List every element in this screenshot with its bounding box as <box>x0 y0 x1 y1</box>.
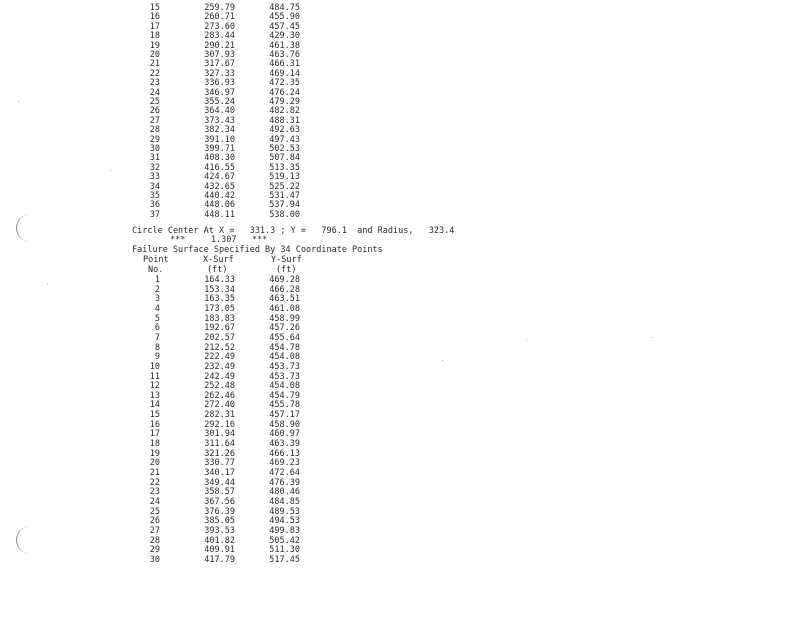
x-surf-value: 417.79 <box>204 554 235 565</box>
point-number: 16 <box>149 419 160 430</box>
y-surf-value: 511.30 <box>269 545 300 556</box>
point-number: 17 <box>149 429 160 440</box>
x-surf-value: 290.21 <box>204 40 235 51</box>
no-column-header: No. <box>148 265 164 275</box>
x-surf-value: 273.60 <box>204 21 235 32</box>
table-row <box>0 400 320 410</box>
x-surf-value: 355.24 <box>204 97 235 107</box>
y-surf-value: 429.30 <box>269 31 300 42</box>
point-number: 19 <box>149 40 160 51</box>
point-number: 7 <box>154 332 160 343</box>
table-row <box>0 516 320 526</box>
x-surf-value: 391.10 <box>204 134 235 145</box>
x-surf-value: 382.34 <box>204 125 235 136</box>
point-number: 1 <box>154 275 160 285</box>
x-surf-value: 321.26 <box>204 448 235 459</box>
x-surf-value: 327.33 <box>204 68 235 79</box>
point-number: 27 <box>149 525 160 536</box>
point-number: 20 <box>149 458 160 469</box>
y-surf-value: 458.99 <box>269 313 300 324</box>
y-surf-value: 469.14 <box>269 68 300 79</box>
point-number: 9 <box>154 352 160 363</box>
x-surf-value: 440.42 <box>204 191 235 201</box>
y-surf-column-header: Y-Surf <box>271 255 302 265</box>
point-number: 34 <box>149 181 160 192</box>
x-surf-value: 399.71 <box>204 144 235 154</box>
y-surf-value: 469.28 <box>269 275 300 285</box>
point-number: 14 <box>149 400 160 411</box>
x-surf-value: 317.67 <box>204 59 235 70</box>
table-row <box>0 410 320 420</box>
y-surf-value: 507.84 <box>269 153 300 164</box>
point-number: 23 <box>149 487 160 498</box>
y-surf-value: 453.73 <box>269 361 300 372</box>
x-surf-value: 393.53 <box>204 525 235 536</box>
table-row <box>0 449 320 459</box>
x-surf-value: 376.39 <box>204 506 235 517</box>
y-surf-value: 499.83 <box>269 525 300 536</box>
y-surf-unit: (ft) <box>276 265 297 275</box>
table-row <box>0 210 320 220</box>
x-surf-value: 311.64 <box>204 439 235 450</box>
y-surf-value: 538.00 <box>269 209 300 220</box>
y-surf-value: 458.90 <box>269 419 300 430</box>
x-surf-value: 292.16 <box>204 419 235 430</box>
table-row <box>0 323 320 333</box>
table-row <box>0 429 320 439</box>
point-number: 13 <box>149 390 160 401</box>
table-row <box>0 333 320 343</box>
point-number: 30 <box>149 554 160 565</box>
x-surf-value: 416.55 <box>204 162 235 173</box>
table-row <box>0 314 320 324</box>
x-surf-value: 262.46 <box>204 390 235 401</box>
y-surf-value: 463.39 <box>269 439 300 450</box>
y-surf-value: 482.82 <box>269 106 300 117</box>
point-number: 30 <box>149 144 160 154</box>
table-row <box>0 343 320 353</box>
table-row <box>0 381 320 391</box>
y-surf-value: 469.23 <box>269 458 300 469</box>
x-surf-value: 282.31 <box>204 410 235 421</box>
point-number: 8 <box>154 342 160 353</box>
x-surf-value: 349.44 <box>204 477 235 488</box>
x-surf-value: 183.83 <box>204 313 235 324</box>
x-surf-value: 409.91 <box>204 545 235 556</box>
point-number: 26 <box>149 516 160 527</box>
scan-speck <box>651 337 652 338</box>
x-surf-value: 346.97 <box>204 87 235 98</box>
x-surf-value: 283.44 <box>204 31 235 42</box>
circle-center-line: Circle Center At X = 331.3 ; Y = 796.1 and Radius, 323.4 <box>132 226 455 236</box>
x-surf-value: 222.49 <box>204 352 235 363</box>
x-surf-value: 164.33 <box>204 275 235 285</box>
y-surf-value: 457.45 <box>269 21 300 32</box>
table-row <box>0 352 320 362</box>
x-surf-value: 340.17 <box>204 468 235 478</box>
point-number: 28 <box>149 125 160 136</box>
table-row <box>0 275 320 285</box>
x-surf-unit: (ft) <box>207 265 228 275</box>
y-surf-value: 454.79 <box>269 390 300 401</box>
point-number: 15 <box>149 410 160 421</box>
y-surf-value: 457.26 <box>269 323 300 334</box>
y-surf-value: 455.78 <box>269 400 300 411</box>
y-surf-value: 463.51 <box>269 294 300 305</box>
y-surf-value: 472.64 <box>269 468 300 478</box>
point-number: 2 <box>154 284 160 295</box>
factor-of-safety-line: *** 1.307 *** <box>170 235 268 245</box>
point-number: 12 <box>149 381 160 392</box>
point-number: 20 <box>149 50 160 60</box>
scan-speck <box>526 340 527 341</box>
table-row <box>0 304 320 314</box>
failure-surface-heading: Failure Surface Specified By 34 Coordinate Points <box>132 245 383 255</box>
point-number: 17 <box>149 21 160 32</box>
x-surf-value: 192.67 <box>204 323 235 334</box>
y-surf-value: 489.53 <box>269 506 300 517</box>
x-surf-value: 260.71 <box>204 12 235 23</box>
table-row <box>0 497 320 507</box>
point-number: 29 <box>149 545 160 556</box>
point-number: 6 <box>154 323 160 334</box>
table-row <box>0 468 320 478</box>
y-surf-value: 466.13 <box>269 448 300 459</box>
x-surf-value: 448.06 <box>204 200 235 211</box>
x-surf-value: 307.93 <box>204 50 235 60</box>
point-number: 19 <box>149 448 160 459</box>
y-surf-value: 461.08 <box>269 303 300 314</box>
x-surf-value: 259.79 <box>204 3 235 13</box>
point-number: 23 <box>149 78 160 89</box>
table-row <box>0 439 320 449</box>
table-row <box>0 478 320 488</box>
y-surf-value: 455.90 <box>269 12 300 23</box>
y-surf-value: 488.31 <box>269 115 300 126</box>
x-surf-value: 202.57 <box>204 332 235 343</box>
y-surf-value: 466.31 <box>269 59 300 70</box>
x-surf-value: 358.57 <box>204 487 235 498</box>
y-surf-value: 517.45 <box>269 554 300 565</box>
y-surf-value: 461.38 <box>269 40 300 51</box>
point-number: 10 <box>149 361 160 372</box>
table-row <box>0 294 320 304</box>
point-number: 25 <box>149 97 160 107</box>
point-number: 22 <box>149 477 160 488</box>
point-number: 3 <box>154 294 160 305</box>
point-number: 22 <box>149 68 160 79</box>
point-number: 11 <box>149 371 160 382</box>
x-surf-value: 424.67 <box>204 172 235 183</box>
point-number: 18 <box>149 439 160 450</box>
table-row <box>0 487 320 497</box>
point-number: 21 <box>149 468 160 478</box>
y-surf-value: 497.43 <box>269 134 300 145</box>
x-surf-value: 153.34 <box>204 284 235 295</box>
table-row <box>0 372 320 382</box>
x-surf-value: 330.77 <box>204 458 235 469</box>
y-surf-value: 454.08 <box>269 381 300 392</box>
y-surf-value: 525.22 <box>269 181 300 192</box>
x-surf-value: 336.93 <box>204 78 235 89</box>
table-row <box>0 555 320 565</box>
table-row <box>0 362 320 372</box>
point-number: 31 <box>149 153 160 164</box>
y-surf-value: 513.35 <box>269 162 300 173</box>
y-surf-value: 476.24 <box>269 87 300 98</box>
x-surf-value: 242.49 <box>204 371 235 382</box>
y-surf-value: 476.39 <box>269 477 300 488</box>
x-surf-value: 448.11 <box>204 209 235 220</box>
table-row <box>0 391 320 401</box>
x-surf-value: 373.43 <box>204 115 235 126</box>
point-number: 37 <box>149 209 160 220</box>
y-surf-value: 537.94 <box>269 200 300 211</box>
point-number: 5 <box>154 313 160 324</box>
point-column-header: Point <box>143 255 169 265</box>
y-surf-value: 454.08 <box>269 352 300 363</box>
x-surf-value: 401.82 <box>204 535 235 546</box>
y-surf-value: 519.13 <box>269 172 300 183</box>
table-row <box>0 507 320 517</box>
y-surf-value: 494.53 <box>269 516 300 527</box>
y-surf-value: 502.53 <box>269 144 300 154</box>
x-surf-value: 173.05 <box>204 303 235 314</box>
x-surf-value: 301.94 <box>204 429 235 440</box>
x-surf-value: 408.30 <box>204 153 235 164</box>
y-surf-value: 492.63 <box>269 125 300 136</box>
x-surf-value: 272.40 <box>204 400 235 411</box>
y-surf-value: 454.78 <box>269 342 300 353</box>
y-surf-value: 472.35 <box>269 78 300 89</box>
y-surf-value: 460.97 <box>269 429 300 440</box>
table-row <box>0 458 320 468</box>
y-surf-value: 466.28 <box>269 284 300 295</box>
y-surf-value: 531.47 <box>269 191 300 201</box>
x-surf-value: 212.52 <box>204 342 235 353</box>
table-row <box>0 545 320 555</box>
y-surf-value: 484.85 <box>269 496 300 507</box>
x-surf-value: 163.35 <box>204 294 235 305</box>
point-number: 35 <box>149 191 160 201</box>
point-number: 18 <box>149 31 160 42</box>
y-surf-value: 453.73 <box>269 371 300 382</box>
point-number: 36 <box>149 200 160 211</box>
point-number: 15 <box>149 3 160 13</box>
x-surf-value: 232.49 <box>204 361 235 372</box>
scan-speck <box>442 360 443 361</box>
point-number: 21 <box>149 59 160 70</box>
point-number: 29 <box>149 134 160 145</box>
table-row <box>0 526 320 536</box>
table-row <box>0 420 320 430</box>
y-surf-value: 455.64 <box>269 332 300 343</box>
x-surf-value: 252.48 <box>204 381 235 392</box>
x-surf-column-header: X-Surf <box>203 255 234 265</box>
point-number: 26 <box>149 106 160 117</box>
point-number: 32 <box>149 162 160 173</box>
point-number: 4 <box>154 303 160 314</box>
x-surf-value: 432.65 <box>204 181 235 192</box>
y-surf-value: 463.76 <box>269 50 300 60</box>
point-number: 16 <box>149 12 160 23</box>
table-row <box>0 536 320 546</box>
point-number: 24 <box>149 496 160 507</box>
point-number: 28 <box>149 535 160 546</box>
point-number: 33 <box>149 172 160 183</box>
x-surf-value: 385.05 <box>204 516 235 527</box>
table-row <box>0 285 320 295</box>
y-surf-value: 479.29 <box>269 97 300 107</box>
y-surf-value: 457.17 <box>269 410 300 421</box>
x-surf-value: 367.56 <box>204 496 235 507</box>
point-number: 24 <box>149 87 160 98</box>
point-number: 25 <box>149 506 160 517</box>
y-surf-value: 480.46 <box>269 487 300 498</box>
point-number: 27 <box>149 115 160 126</box>
x-surf-value: 364.40 <box>204 106 235 117</box>
y-surf-value: 484.75 <box>269 3 300 13</box>
y-surf-value: 505.42 <box>269 535 300 546</box>
